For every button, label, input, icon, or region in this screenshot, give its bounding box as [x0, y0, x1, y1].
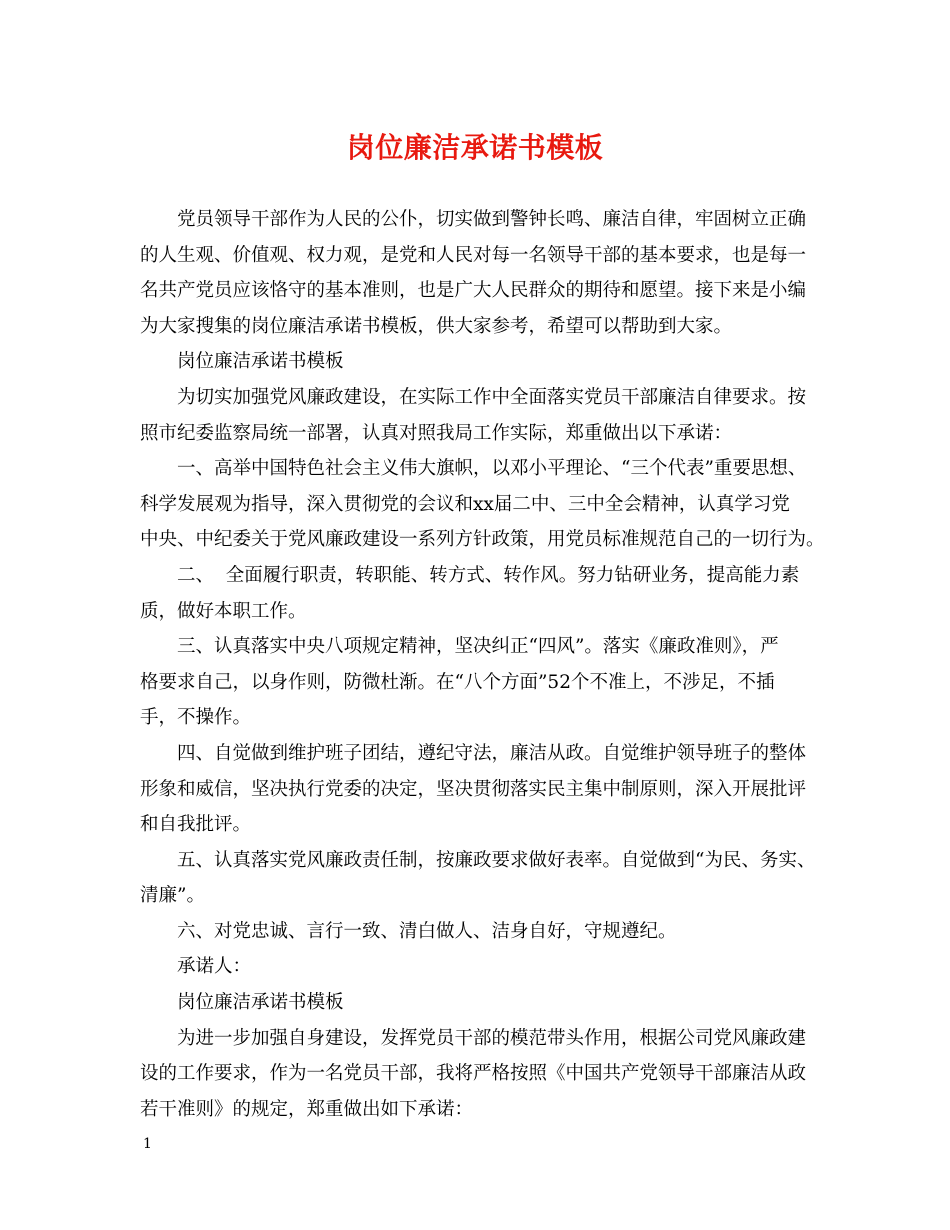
- text-line: 六、对党忠诚、言行一致、清白做人、洁身自好，守规遵纪。: [177, 920, 677, 942]
- signature-label: [140, 949, 816, 985]
- text-line: 中央、中纪委关于党风廉政建设一系列方针政策，用党员标准规范自己的一切行为。: [140, 529, 825, 551]
- text-line: 若干准则》的规定，郑重做出如下承诺：: [140, 1098, 474, 1120]
- text-line: 承诺人：: [177, 956, 252, 978]
- section-heading: [140, 344, 816, 380]
- section-heading: [140, 985, 816, 1021]
- text-line: 岗位廉洁承诺书模板: [177, 992, 344, 1014]
- page-number: 1: [143, 1136, 152, 1152]
- text-line: 清廉”。: [140, 885, 205, 907]
- paragraph-item-5: [140, 843, 816, 914]
- paragraph-item-6: [140, 914, 816, 950]
- text-line: 为大家搜集的岗位廉洁承诺书模板，供大家参考，希望可以帮助到大家。: [140, 315, 733, 337]
- text-line: 的人生观、价值观、权力观，是党和人民对每一名领导干部的基本要求，也是每一: [140, 244, 807, 266]
- paragraph: [140, 380, 816, 451]
- text-line: 名共产党员应该恪守的基本准则，也是广大人民群众的期待和愿望。接下来是小编: [140, 280, 807, 302]
- text-line: 五、认真落实党风廉政责任制，按廉政要求做好表率。自觉做到“为民、务实、: [177, 849, 816, 871]
- text-line: 手，不操作。: [140, 707, 252, 729]
- text-line: 形象和威信，坚决执行党委的决定，坚决贯彻落实民主集中制原则，深入开展批评: [140, 778, 807, 800]
- text-line: 为切实加强党风廉政建设，在实际工作中全面落实党员干部廉洁自律要求。按: [177, 386, 807, 408]
- text-line: 照市纪委监察局统一部署，认真对照我局工作实际，郑重做出以下承诺：: [140, 422, 733, 444]
- document-title: 岗位廉洁承诺书模板: [346, 131, 604, 164]
- document-body: [140, 202, 825, 1127]
- paragraph-intro: [140, 202, 816, 344]
- paragraph: [140, 1021, 816, 1128]
- paragraph-item-1: [140, 451, 825, 558]
- text-line: 四、自觉做到维护班子团结，遵纪守法，廉洁从政。自觉维护领导班子的整体: [177, 742, 807, 764]
- text-line: 岗位廉洁承诺书模板: [177, 351, 344, 373]
- paragraph-item-4: [140, 736, 816, 843]
- paragraph-item-2: [140, 558, 816, 629]
- text-line: 三、认真落实中央八项规定精神，坚决纠正“四风”。落实《廉政准则》，严: [177, 636, 779, 658]
- text-line: 格要求自己，以身作则，防微杜渐。在“八个方面”52个不准上，不涉足，不插: [140, 671, 775, 693]
- text-line: 和自我批评。: [140, 814, 252, 836]
- paragraph-item-3: [140, 629, 816, 736]
- text-line: 设的工作要求，作为一名党员干部，我将严格按照《中国共产党领导干部廉洁从政: [140, 1063, 807, 1085]
- text-line: 质，做好本职工作。: [140, 600, 307, 622]
- text-line: 二、 全面履行职责，转职能、转方式、转作风。努力钻研业务，提高能力素: [177, 564, 800, 586]
- text-line: 为进一步加强自身建设，发挥党员干部的模范带头作用，根据公司党风廉政建: [177, 1027, 807, 1049]
- text-line: 科学发展观为指导，深入贯彻党的会议和xx届二中、三中全会精神，认真学习党: [140, 493, 790, 515]
- text-line: 党员领导干部作为人民的公仆，切实做到警钟长鸣、廉洁自律，牢固树立正确: [177, 209, 807, 230]
- text-line: 一、高举中国特色社会主义伟大旗帜，以邓小平理论、“三个代表”重要思想、: [177, 458, 807, 480]
